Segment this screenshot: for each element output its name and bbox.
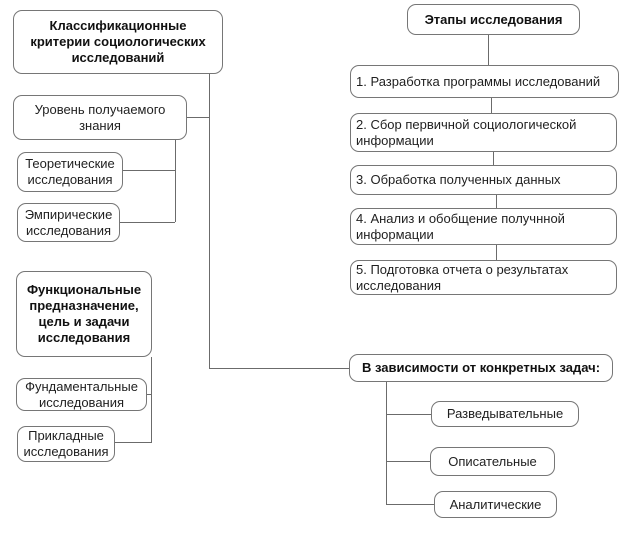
node-analytical-research (434, 491, 557, 518)
node-classification-criteria-title (13, 10, 223, 74)
node-by-specific-tasks-title (349, 354, 613, 382)
node-label: Фундаментальные исследования (25, 378, 138, 410)
connector-stage1-to-stage2 (491, 98, 492, 113)
connector-stage4-to-stage5 (496, 245, 497, 260)
node-label: 3. Обработка полученных данных (356, 172, 561, 188)
connector-stage3-to-stage4 (496, 195, 497, 208)
node-label: В зависимости от конкретных задач: (361, 360, 601, 376)
node-knowledge-level (13, 95, 187, 140)
connector-analytical-stub (386, 504, 434, 505)
node-stage-4 (350, 208, 617, 245)
node-label: Классификационные критерии социологических исследований (30, 18, 206, 65)
connector-exploratory-stub (386, 414, 431, 415)
connector-empirical-stub (120, 222, 175, 223)
node-label: 1. Разработка программы исследований (356, 73, 601, 89)
node-label: 4. Анализ и обобщение получнной информации (356, 210, 565, 242)
node-label: Разведывательные (446, 406, 564, 422)
connector-classification-to-tasks-vertical (209, 74, 210, 369)
node-descriptive-research (430, 447, 555, 476)
node-stage-5 (350, 260, 617, 295)
node-label: Эмпирические исследования (24, 206, 113, 238)
node-label: Теоретические исследования (25, 156, 115, 187)
node-label: Аналитические (449, 496, 542, 512)
node-fundamental-research (16, 378, 147, 411)
connector-functional-vertical (151, 357, 152, 443)
connector-tasks-vertical (386, 382, 387, 505)
connector-theoretical-stub (123, 170, 175, 171)
node-exploratory-research (431, 401, 579, 427)
connector-descriptive-stub (386, 461, 430, 462)
node-label: Описательные (448, 453, 537, 469)
node-label: Прикладные исследования (23, 428, 109, 459)
connector-applied-stub (115, 442, 152, 443)
connector-stage2-to-stage3 (493, 152, 494, 165)
node-label: 5. Подготовка отчета о результатах исследования (356, 261, 569, 293)
connector-stages-title-to-stage1 (488, 35, 489, 65)
node-functional-purpose-title (16, 271, 152, 357)
node-label: Уровень получаемого знания (34, 101, 166, 133)
node-label: 2. Сбор первичной социологической информации (356, 116, 577, 148)
node-stage-1 (350, 65, 619, 98)
connector-knowledge-level-vertical (175, 140, 176, 222)
node-theoretical-research (17, 152, 123, 192)
node-label: Функциональные предназначение, цель и задачи исследования (26, 282, 142, 345)
connector-fundamental-stub (147, 394, 152, 395)
node-stage-2 (350, 113, 617, 152)
node-label: Этапы исследования (424, 11, 563, 27)
node-stage-3 (350, 165, 617, 195)
connector-knowledge-level-stub (187, 117, 209, 118)
node-empirical-research (17, 203, 120, 242)
node-research-stages-title (407, 4, 580, 35)
connector-classification-to-tasks-horizontal (209, 368, 349, 369)
node-applied-research (17, 426, 115, 462)
